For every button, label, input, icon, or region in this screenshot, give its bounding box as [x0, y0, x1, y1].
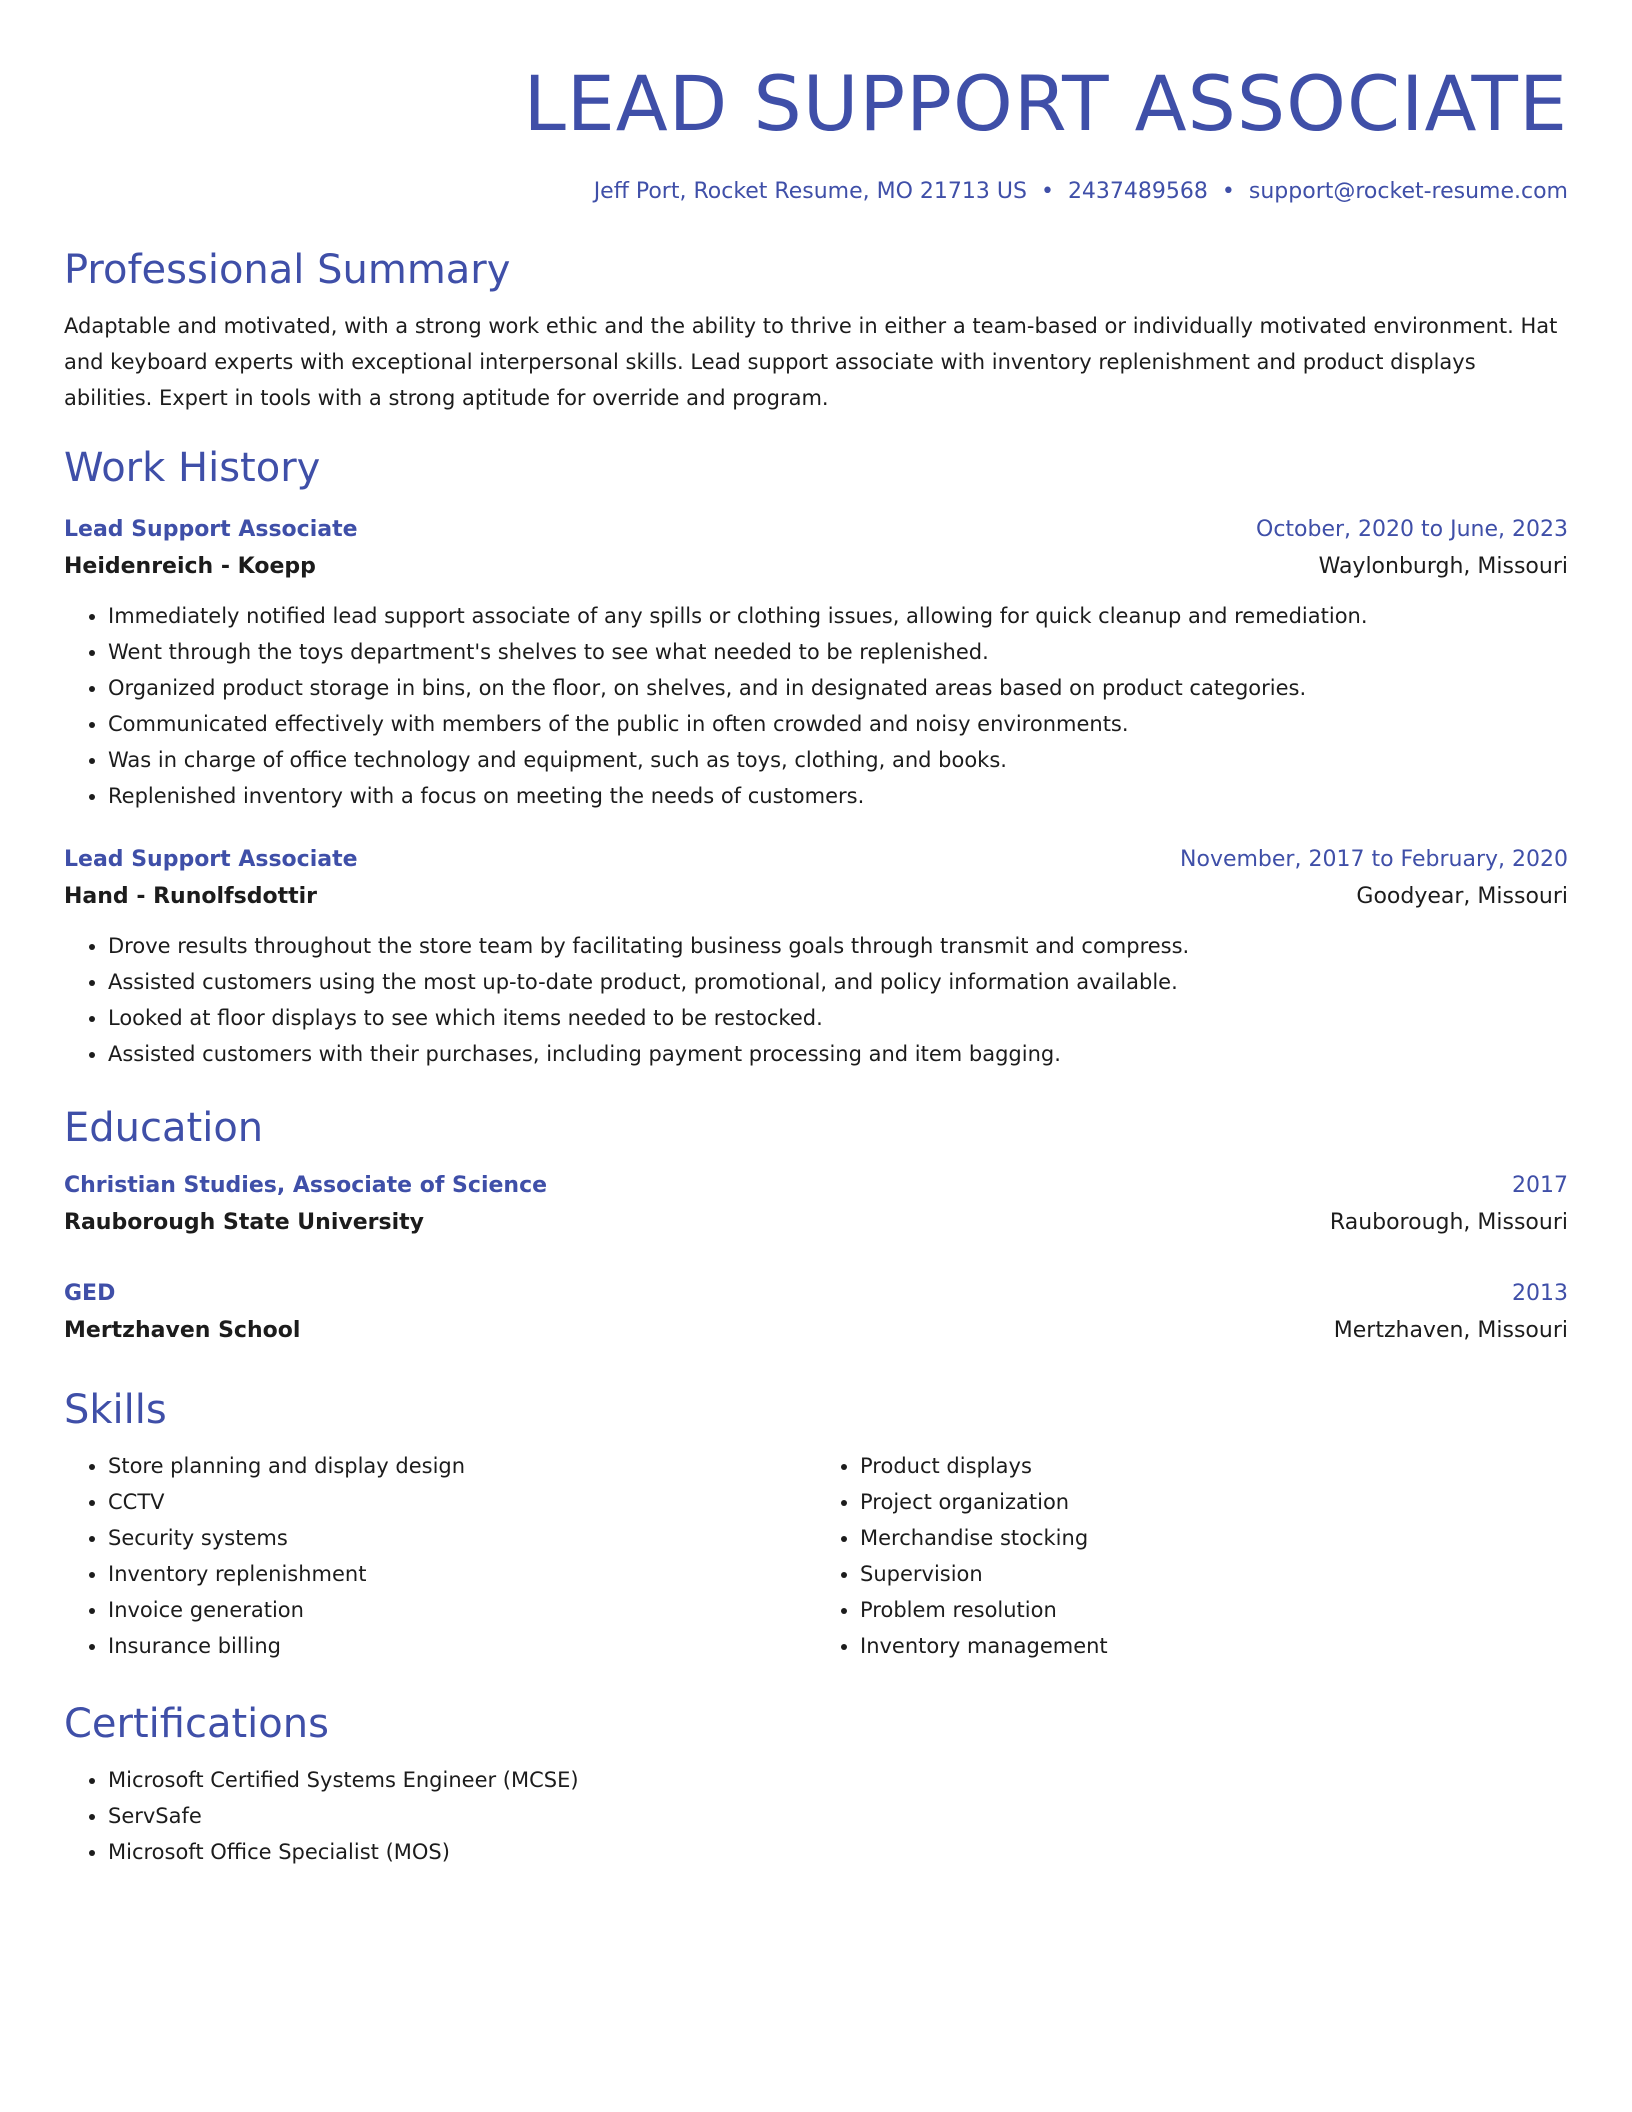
certification-item: • Microsoft Certified Systems Engineer (MCSE) [108, 1762, 1568, 1798]
certification-item: • ServSafe [108, 1798, 1568, 1834]
skills-list-left [64, 1448, 816, 1664]
contact-separator: • [1040, 179, 1054, 204]
education-degree: Christian Studies, Associate of Science [64, 1173, 548, 1198]
job-bullet: • Communicated effectively with members of the public in often crowded and noisy environments. [108, 706, 1568, 742]
job-title: Lead Support Associate [64, 847, 358, 872]
job-bullet: • Was in charge of office technology and equipment, such as toys, clothing, and books. [108, 742, 1568, 778]
certification-item: • Microsoft Office Specialist (MOS) [108, 1834, 1568, 1870]
skill-item: • Invoice generation [108, 1592, 816, 1628]
contact-phone: 2437489568 [1067, 179, 1208, 204]
job-bullet: • Looked at floor displays to see which items needed to be restocked. [108, 1000, 1568, 1036]
job-bullet: • Assisted customers with their purchases, including payment processing and item bagging. [108, 1036, 1568, 1072]
education-school: Mertzhaven School [64, 1318, 301, 1343]
education-location: Mertzhaven, Missouri [1333, 1318, 1568, 1343]
skill-item: • Security systems [108, 1520, 816, 1556]
work-history-heading: Work History [64, 445, 321, 491]
certifications-heading: Certifications [64, 1701, 329, 1747]
job-dates: November, 2017 to February, 2020 [1180, 847, 1568, 872]
skill-item: • Inventory management [860, 1628, 1568, 1664]
contact-separator: • [1221, 179, 1235, 204]
job-bullet: • Went through the toys department's shelves to see what needed to be replenished. [108, 634, 1568, 670]
certifications-list [64, 1762, 1568, 1870]
summary-text: Adaptable and motivated, with a strong work ethic and the ability to thrive in either a team-based or individually motivated environment. Hat and keyboard experts with exceptional interpersonal skills. Lead support associate with inventory replenishment and product displays abilities. Expert in tools with a strong aptitude for override and program. [64, 314, 1558, 410]
education-entry [64, 1276, 1568, 1350]
skill-item: • Product displays [860, 1448, 1568, 1484]
education-heading: Education [64, 1105, 264, 1151]
job-company: Hand - Runolfsdottir [64, 884, 317, 909]
skills-grid [64, 1448, 1568, 1664]
education-degree: GED [64, 1281, 116, 1306]
job-bullet: • Drove results throughout the store team by facilitating business goals through transmit and compress. [108, 928, 1568, 964]
skills-list-right [816, 1448, 1568, 1664]
skill-item: • Merchandise stocking [860, 1520, 1568, 1556]
skill-item: • Problem resolution [860, 1592, 1568, 1628]
summary-heading: Professional Summary [64, 247, 511, 293]
job-dates: October, 2020 to June, 2023 [1256, 517, 1568, 542]
job-bullets [64, 928, 1568, 1072]
job-title: Lead Support Associate [64, 517, 358, 542]
job-bullet: • Immediately notified lead support associate of any spills or clothing issues, allowing for quick cleanup and remediation. [108, 598, 1568, 634]
education-year: 2017 [1512, 1173, 1568, 1198]
job-bullet: • Assisted customers using the most up-to-date product, promotional, and policy information available. [108, 964, 1568, 1000]
job-location: Waylonburgh, Missouri [1318, 554, 1568, 579]
education-year: 2013 [1512, 1281, 1568, 1306]
job-bullets [64, 598, 1568, 814]
skill-item: • Insurance billing [108, 1628, 816, 1664]
skill-item: • Project organization [860, 1484, 1568, 1520]
job-entry [64, 842, 1568, 1072]
education-entry [64, 1168, 1568, 1242]
skill-item: • CCTV [108, 1484, 816, 1520]
job-bullet: • Replenished inventory with a focus on meeting the needs of customers. [108, 778, 1568, 814]
resume-name: LEAD SUPPORT ASSOCIATE [523, 59, 1568, 148]
skill-item: • Supervision [860, 1556, 1568, 1592]
skills-heading: Skills [64, 1387, 167, 1433]
contact-address: Jeff Port, Rocket Resume, MO 21713 US [593, 179, 1027, 204]
job-entry [64, 512, 1568, 814]
job-location: Goodyear, Missouri [1356, 884, 1568, 909]
skill-item: • Store planning and display design [108, 1448, 816, 1484]
skill-item: • Inventory replenishment [108, 1556, 816, 1592]
job-company: Heidenreich - Koepp [64, 554, 316, 579]
education-school: Rauborough State University [64, 1210, 424, 1235]
contact-email[interactable]: support@rocket-resume.com [1248, 179, 1568, 204]
contact-line [64, 176, 1568, 208]
education-location: Rauborough, Missouri [1329, 1210, 1568, 1235]
job-bullet: • Organized product storage in bins, on the floor, on shelves, and in designated areas based on product categories. [108, 670, 1568, 706]
